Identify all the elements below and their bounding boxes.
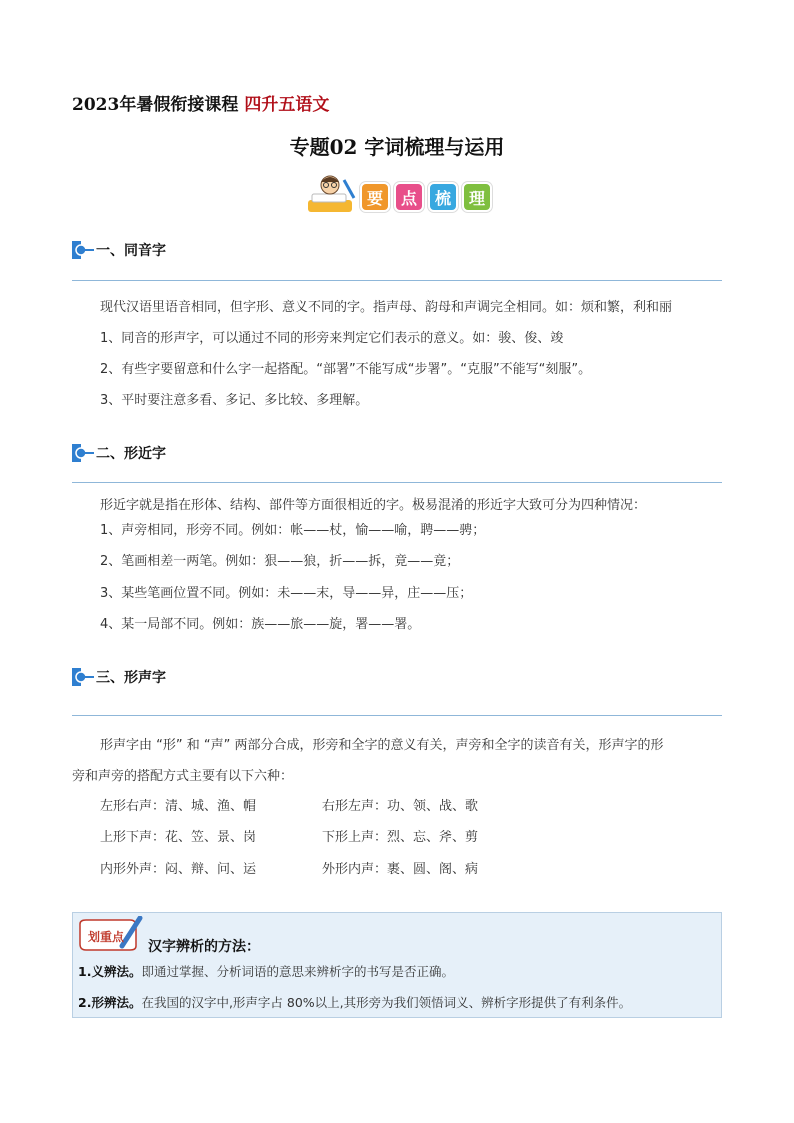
section-title: 三、形声字 — [96, 670, 166, 686]
section-heading — [72, 240, 166, 260]
highlight-item-text: 在我国的汉字中,形声字占 80%以上,其形旁为我们领悟词义、辨析字形提供了有利条件。 — [141, 995, 632, 1010]
paragraph: 3、平时要注意多看、多记、多比较、多理解。 — [100, 393, 369, 408]
course-name: 2023年暑假衔接课程 — [72, 95, 239, 115]
badge-char: 点 — [394, 182, 424, 212]
badge-tiles — [360, 182, 492, 212]
student-writing-icon — [304, 174, 360, 216]
section-title: 二、形近字 — [96, 446, 166, 462]
badge-char: 要 — [360, 182, 390, 212]
section-title: 一、同音字 — [96, 243, 166, 259]
formation-item: 左形右声：清、城、渔、帽 — [100, 799, 257, 814]
formation-item: 右形左声：功、领、战、歌 — [322, 799, 479, 814]
paragraph: 旁和声旁的搭配方式主要有以下六种： — [72, 769, 294, 784]
stamp-text: 划重点 — [88, 930, 125, 944]
highlight-item — [78, 962, 454, 980]
paragraph: 形近字就是指在形体、结构、部件等方面很相近的字。极易混淆的形近字大致可分为四种情况： — [100, 498, 647, 513]
highlight-stamp-icon — [76, 916, 144, 954]
formation-item: 下形上声：烈、忘、斧、剪 — [322, 830, 479, 845]
section-bullet-icon — [72, 241, 94, 259]
paragraph: 现代汉语里语音相同，但字形、意义不同的字。指声母、韵母和声调完全相同。如：烦和繁，利和丽 — [100, 300, 673, 315]
formation-item: 内形外声：闷、辩、问、运 — [100, 862, 257, 877]
course-header — [72, 90, 329, 115]
course-subject: 四升五语文 — [244, 95, 330, 115]
paragraph: 4、某一局部不同。例如：族——旅——旋，署——署。 — [100, 617, 421, 632]
section-divider — [72, 280, 722, 281]
paragraph: 形声字由 “形” 和 “声” 两部分合成，形旁和全字的意义有关，声旁和全字的读音有关，形声字的形 — [100, 738, 664, 753]
highlight-item-text: 即通过掌握、分析词语的意思来辨析字的书写是否正确。 — [141, 964, 454, 979]
paragraph: 3、某些笔画位置不同。例如：未——末，导——异，庄——压； — [100, 586, 473, 601]
formation-item: 上形下声：花、笠、景、岗 — [100, 830, 257, 845]
highlight-item-label: 1.义辨法。 — [78, 964, 142, 979]
formation-item: 外形内声：裹、圆、阁、病 — [322, 862, 479, 877]
paragraph: 1、声旁相同，形旁不同。例如：帐——杖，愉——喻，聘——骋； — [100, 523, 486, 538]
highlight-item-label: 2.形辨法。 — [78, 995, 142, 1010]
page-title: 专题02 字词梳理与运用 — [289, 135, 505, 159]
highlight-item — [78, 993, 631, 1011]
highlight-title: 汉字辨析的方法： — [148, 939, 260, 955]
section-heading — [72, 667, 166, 687]
section-bullet-icon — [72, 444, 94, 462]
section-heading — [72, 443, 166, 463]
badge-char: 理 — [462, 182, 492, 212]
badge-char: 梳 — [428, 182, 458, 212]
paragraph: 1、同音的形声字，可以通过不同的形旁来判定它们表示的意义。如：骏、俊、竣 — [100, 331, 564, 346]
key-points-badge — [304, 174, 494, 216]
paragraph: 2、有些字要留意和什么字一起搭配。“部署”不能写成“步署”。“克服”不能写“刻服”。 — [100, 362, 592, 377]
section-bullet-icon — [72, 668, 94, 686]
section-divider — [72, 715, 722, 716]
paragraph: 2、笔画相差一两笔。例如：狠——狼，折——拆，竟——竟； — [100, 554, 460, 569]
section-divider — [72, 482, 722, 483]
